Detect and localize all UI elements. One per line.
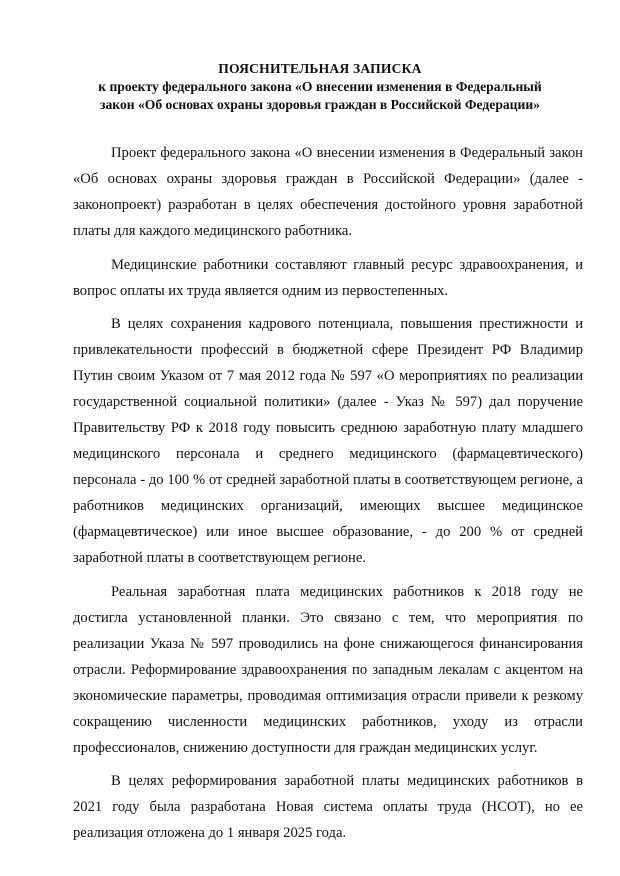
document-title: ПОЯСНИТЕЛЬНАЯ ЗАПИСКА [218,61,422,76]
document-header [60,60,580,114]
paragraph-real-salary: Реальная заработная плата медицинских работников к 2018 году не достигла установленной планки. Это связано с тем, что мероприятия по реализации Указа № 597 проводились на фоне снижающегося финансирования отрасли. Реформирование здравоохранения по западным лекалам с акцентом на экономические параметры, проводимая оптимизация отрасли привели к резкому сокращению численности медицинских работников, уходу из отрасли профессионалов, снижению доступности для граждан медицинских услуг. [73,583,583,756]
document-subtitle-line-1: к проекту федерального закона «О внесении изменения в Федеральный [98,79,542,94]
document-body [73,140,583,854]
document-subtitle-line-2: закон «Об основах охраны здоровья граждан в Российской Федерации» [100,97,540,112]
paragraph-intro: Проект федерального закона «О внесении изменения в Федеральный закон «Об основах охраны здоровья граждан в Российской Федерации» (далее - законопроект) разработан в целях обеспечения достойного уровня заработной платы для каждого медицинского работника. [73,145,583,239]
paragraph-decree: В целях сохранения кадрового потенциала, повышения престижности и привлекательности профессий в бюджетной сфере Президент РФ Владимир Путин своим Указом от 7 мая 2012 года № 597 «О мероприятиях по реализации государственной социальной политики» (далее - Указ № 597) дал поручение Правительству РФ к 2018 году повысить среднюю заработную плату младшего медицинского персонала и среднего медицинского (фармацевтического) персонала - до 100 % от средней заработной платы в соответствующем регионе, а работников медицинских организаций, имеющих высшее медицинское (фармацевтическое) или иное высшее образование, - до 200 % от средней заработной платы в соответствующем регионе. [73,316,583,566]
paragraph-nsot: В целях реформирования заработной платы медицинских работников в 2021 году была разработана Новая система оплаты труда (НСОТ), но ее реализация отложена до 1 января 2025 года. [73,773,583,841]
paragraph-resource: Медицинские работники составляют главный ресурс здравоохранения, и вопрос оплаты их труда является одним из первостепенных. [73,256,583,299]
